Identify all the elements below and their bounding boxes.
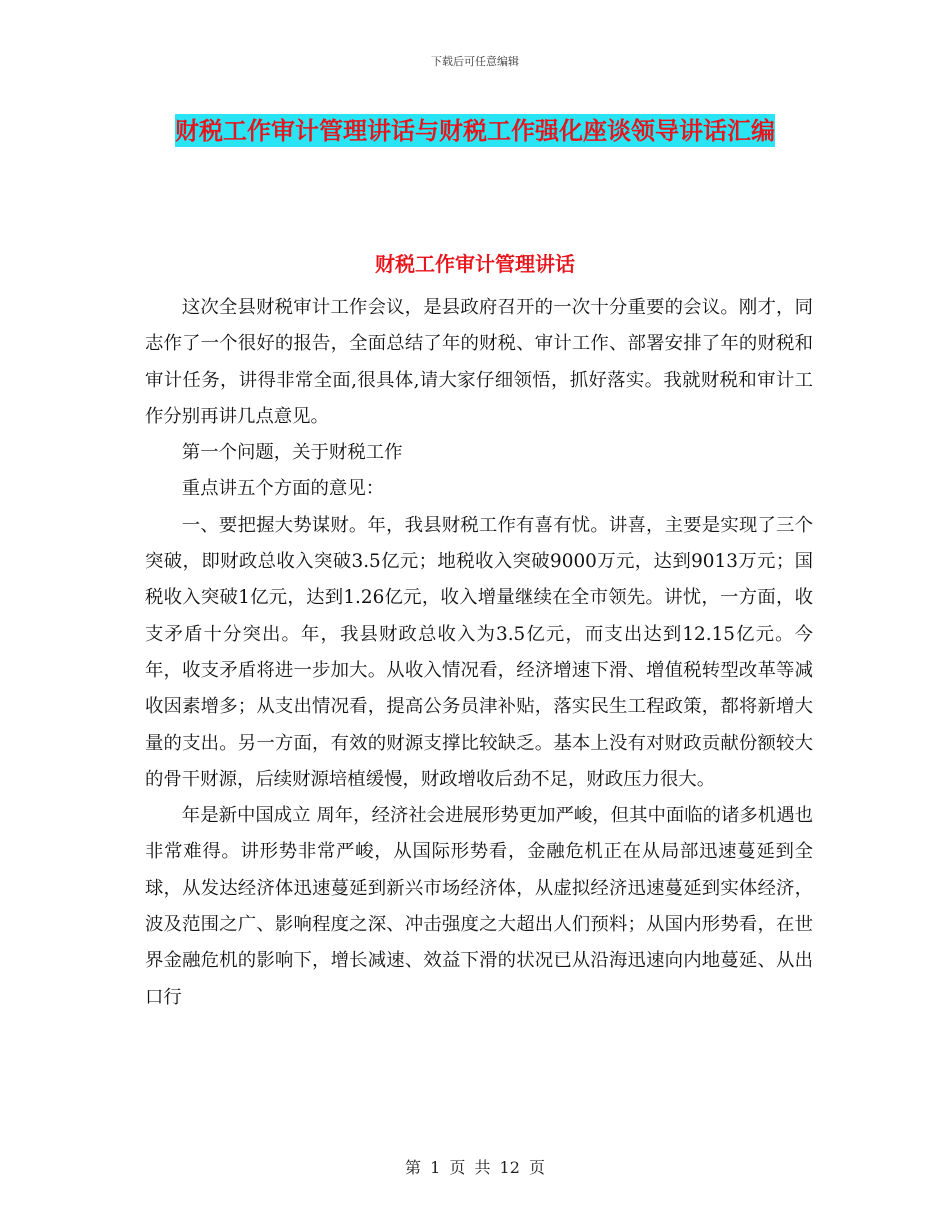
paragraph: 一、要把握大势谋财。年，我县财税工作有喜有忧。讲喜，主要是实现了三个突破，即财政总收入突破3.5亿元；地税收入突破9000万元，达到9013万元；国税收入突破1亿元，达到1.26亿元，收入增量继续在全市领先。讲忧，一方面，收支矛盾十分突出。年，我县财政总收入为3.5亿元，而支出达到12.15亿元。今年，收支矛盾将进一步加大。从收入情况看，经济增速下滑、增值税转型改革等减收因素增多；从支出情况看，提高公务员津补贴，落实民生工程政策，都将新增大量的支出。另一方面，有效的财源支撑比较缺乏。基本上没有对财政贡献份额较大的骨干财源，后续财源培植缓慢，财政增收后劲不足，财政压力很大。 [145,514,813,790]
page-footer: 第 1 页 共 12 页 [405,1158,545,1177]
document-title: 财税工作审计管理讲话与财税工作强化座谈领导讲话汇编 [175,116,775,145]
document-title-block [140,108,810,157]
paragraph: 重点讲五个方面的意见： [181,478,385,500]
paragraph: 这次全县财税审计工作会议，是县政府召开的一次十分重要的会议。刚才，同志作了一个很好的报告，全面总结了年的财税、审计工作、部署安排了年的财税和审计任务，讲得非常全面,很具体,请大家仔细领悟，抓好落实。我就财税和审计工作分别再讲几点意见。 [145,297,813,427]
paragraph: 年是新中国成立 周年，经济社会进展形势更加严峻，但其中面临的诸多机遇也非常难得。讲形势非常严峻，从国际形势看，金融危机正在从局部迅速蔓延到全球，从发达经济体迅速蔓延到新兴市场经济体，从虚拟经济迅速蔓延到实体经济，波及范围之广、影响程度之深、冲击强度之大超出人们预料；从国内形势看，在世界金融危机的影响下，增长减速、效益下滑的状况已从沿海迅速向内地蔓延、从出口行 [145,805,813,1008]
page-header-note: 下载后可任意编辑 [431,55,519,68]
section-title: 财税工作审计管理讲话 [375,252,575,276]
document-body [145,290,813,1016]
paragraph: 第一个问题，关于财税工作 [181,442,403,464]
